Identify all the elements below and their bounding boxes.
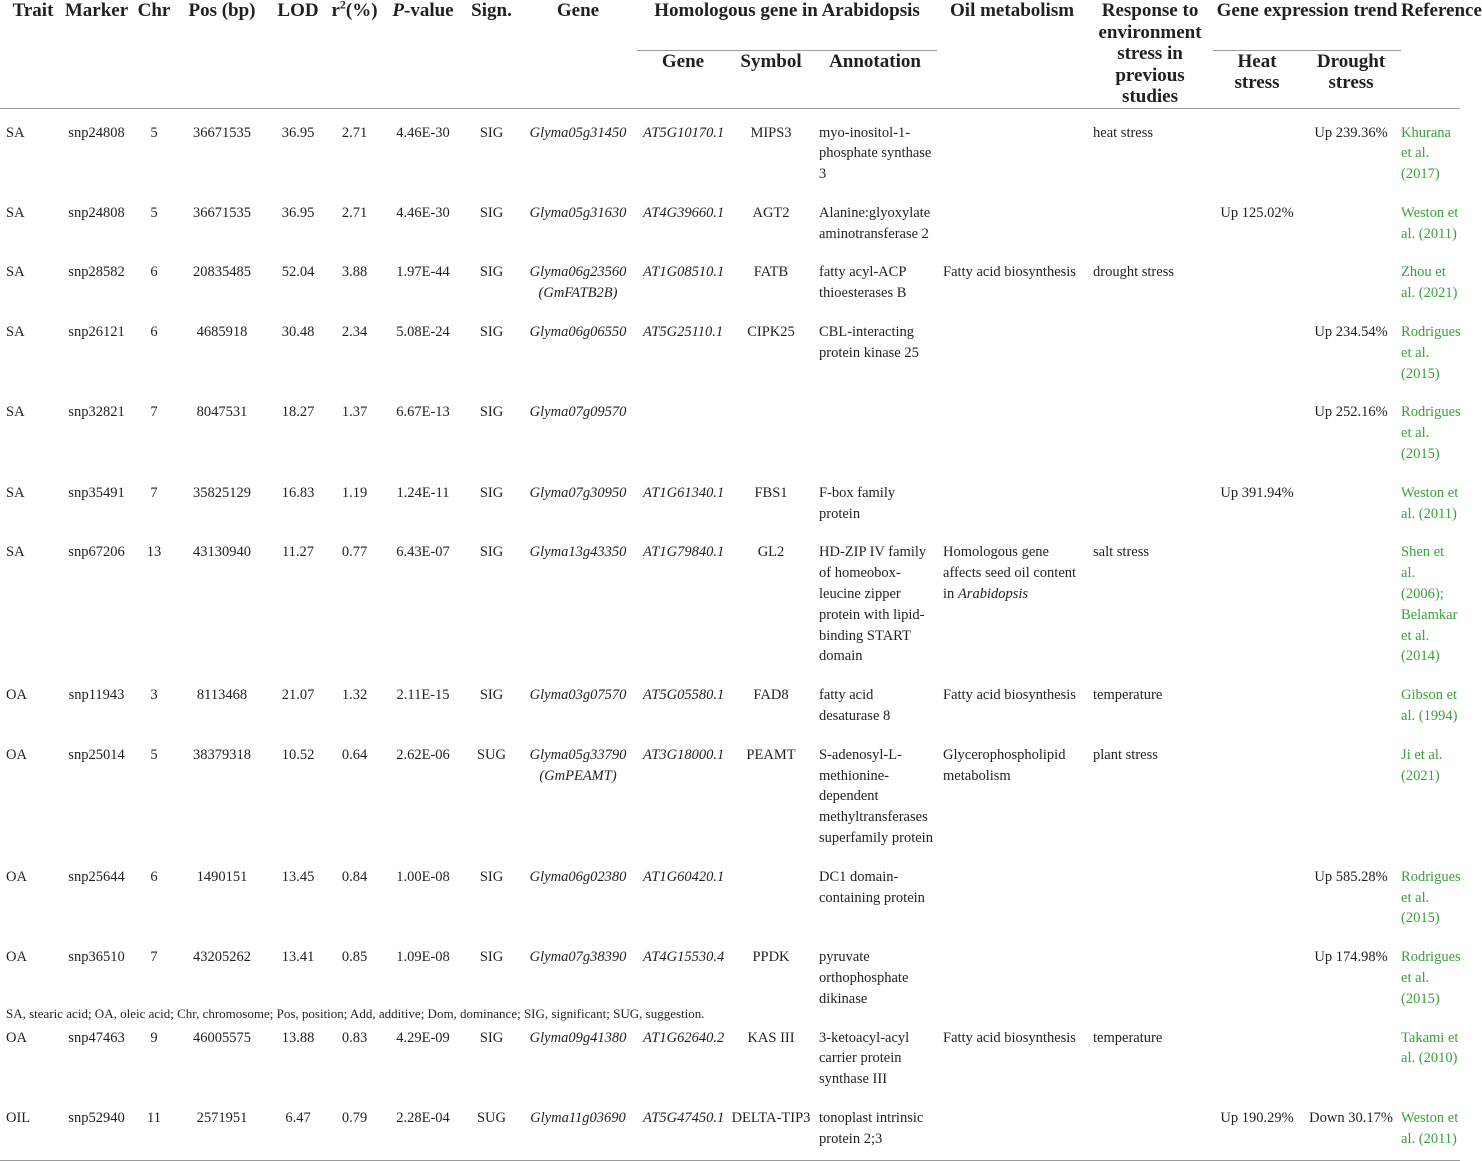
cell-lod: 10.52 [281,746,315,763]
cell-oil [937,389,1087,469]
cell-at-gene: AT4G15530.4 [643,949,725,966]
cell-sign: SIG [479,949,504,966]
cell-trait: SA [6,124,25,141]
header-expression-group: Gene expression trend [1213,0,1401,50]
cell-reference[interactable]: Gibson et al. (1994) [1401,687,1458,725]
cell-at-gene [637,389,729,469]
cell-reference[interactable]: Rodrigues et al. (2015) [1401,404,1461,463]
cell-gene: Glyma07g09570 [529,404,627,421]
cell-response [1087,1095,1213,1160]
cell-sign: SUG [476,746,506,763]
cell-annotation: fatty acid desaturase 8 [819,687,891,725]
cell-pvalue: 2.11E-15 [396,687,450,704]
header-reference: Reference [1401,0,1460,108]
cell-response: drought stress [1093,264,1174,281]
cell-annotation: Alanine:glyoxylate aminotransferase 2 [819,204,931,242]
cell-sign: SIG [479,687,504,704]
cell-pvalue: 6.43E-07 [396,544,450,561]
cell-at-gene: AT5G10170.1 [643,124,725,141]
cell-oil [937,1095,1087,1160]
cell-r2: 2.34 [341,324,368,341]
header-r2: $r^2(\%)$ [327,0,382,108]
cell-drought [1301,529,1401,672]
cell-marker: snp35491 [68,484,125,501]
cell-r2: 0.79 [327,1095,382,1160]
cell-oil [937,309,1087,389]
cell-marker: snp26121 [68,324,125,341]
cell-response [1087,309,1213,389]
cell-pos: 20835485 [193,264,251,281]
table-row [0,389,1460,469]
cell-heat: Up 391.94% [1220,484,1294,501]
cell-heat [1213,529,1301,672]
cell-pos: 43130940 [193,544,251,561]
cell-pvalue: 1.00E-08 [396,868,450,885]
cell-pos: 43205262 [193,949,251,966]
cell-symbol: AGT2 [752,204,790,221]
cell-oil [937,190,1087,250]
cell-oil: Glycerophospholipid metabolism [943,746,1066,784]
cell-r2: 2.71 [341,204,368,221]
cell-annotation [813,389,937,469]
cell-pvalue: 4.29E-09 [396,1029,450,1046]
table-row [0,732,1460,854]
cell-pos: 8047531 [196,404,248,421]
cell-sign: SIG [479,204,504,221]
cell-marker: snp24808 [68,204,125,221]
cell-drought [1301,1015,1401,1095]
table-row [0,672,1460,732]
cell-trait: OA [6,868,27,885]
cell-marker: snp67206 [68,544,125,561]
cell-trait: OA [6,746,27,763]
header-chr: Chr [133,0,175,108]
cell-annotation: 3-ketoacyl-acyl carrier protein synthase III [819,1029,910,1088]
cell-sign: SIG [479,324,504,341]
cell-reference[interactable]: Shen et al. (2006); Belamkar et al. (2014) [1401,544,1458,665]
cell-lod: 18.27 [281,404,315,421]
cell-symbol: FAD8 [753,687,789,704]
cell-drought: Up 239.36% [1314,124,1388,141]
cell-heat [1213,389,1301,469]
cell-marker: snp24808 [68,124,125,141]
cell-symbol: GL2 [757,544,785,561]
cell-trait: SA [6,484,25,501]
cell-lod: 36.95 [281,124,315,141]
header-drought: Drought stress [1301,50,1401,108]
cell-at-gene: AT5G25110.1 [643,324,724,341]
table-row [0,249,1460,309]
cell-gene: Glyma06g06550 [529,324,627,341]
cell-gene: Glyma03g07570 [529,687,627,704]
cell-oil [937,108,1087,190]
cell-pvalue: 2.62E-06 [396,746,450,763]
cell-r2: 0.64 [341,746,368,763]
cell-heat: Up 125.02% [1220,204,1294,221]
cell-symbol: KAS III [747,1029,795,1046]
cell-symbol: CIPK25 [747,324,795,341]
cell-gene: Glyma06g02380 [529,868,627,885]
cell-drought: Up 174.98% [1314,949,1388,966]
header-lod: LOD [269,0,327,108]
cell-sign: SIG [479,484,504,501]
cell-at-gene: AT1G61340.1 [643,484,725,501]
cell-reference[interactable]: Weston et al. (2011) [1401,484,1459,522]
cell-at-gene: AT5G47450.1 [637,1095,729,1160]
cell-pos: 4685918 [196,324,248,341]
cell-at-gene: AT5G05580.1 [643,687,725,704]
cell-at-gene: AT3G18000.1 [643,746,725,763]
cell-reference[interactable]: Takami et al. (2010) [1401,1029,1459,1067]
cell-heat: Up 190.29% [1213,1095,1301,1160]
cell-chr: 5 [150,124,158,141]
cell-marker: snp52940 [60,1095,133,1160]
cell-response: heat stress [1093,124,1154,141]
cell-response [1087,389,1213,469]
cell-drought: Down 30.17% [1301,1095,1401,1160]
cell-chr: 3 [150,687,158,704]
header-marker: Marker [60,0,133,108]
cell-trait: SA [6,324,25,341]
cell-drought [1301,249,1401,309]
cell-gene: Glyma06g23560 (GmFATB2B) [529,264,627,302]
cell-pos: 36671535 [193,124,251,141]
cell-lod: 30.48 [281,324,315,341]
cell-drought: Up 585.28% [1314,868,1388,885]
cell-oil: Fatty acid biosynthesis [943,264,1076,281]
cell-pvalue: 2.28E-04 [382,1095,464,1160]
table-row [0,309,1460,389]
cell-chr: 7 [150,404,158,421]
cell-drought [1301,732,1401,854]
cell-at-gene: AT4G39660.1 [643,204,725,221]
cell-annotation: S-adenosyl-L-methionine-dependent methyltransferases superfamily protein [819,746,933,847]
cell-response [1087,470,1213,530]
cell-pos: 1490151 [196,868,248,885]
cell-chr: 11 [133,1095,175,1160]
cell-annotation: CBL-interacting protein kinase 25 [819,324,919,361]
header-trait: Trait [0,0,60,108]
cell-lod: 16.83 [281,484,315,501]
cell-sign: SIG [479,544,504,561]
cell-oil [937,854,1087,934]
cell-lod: 52.04 [281,264,315,281]
cell-symbol: FBS1 [754,484,788,501]
cell-lod: 36.95 [281,204,315,221]
table-row [0,529,1460,672]
cell-trait: OA [6,949,27,966]
header-pvalue: P-value [382,0,464,108]
cell-annotation: F-box family protein [819,484,896,522]
cell-drought [1301,190,1401,250]
cell-symbol [729,389,813,469]
cell-trait: OIL [0,1095,60,1160]
cell-marker: snp25014 [68,746,125,763]
cell-chr: 9 [150,1029,158,1046]
cell-annotation: tonoplast intrinsic protein 2;3 [813,1095,937,1160]
cell-trait: OA [6,1029,27,1046]
header-heat: Heat stress [1213,50,1301,108]
cell-heat [1213,1015,1301,1095]
cell-gene: Glyma05g31630 [529,204,627,221]
cell-pvalue: 1.24E-11 [396,484,450,501]
cell-sign: SIG [479,868,504,885]
cell-r2: 3.88 [341,264,368,281]
cell-response: salt stress [1093,544,1150,561]
cell-chr: 5 [150,746,158,763]
cell-response: temperature [1093,1029,1163,1046]
cell-pvalue: 4.46E-30 [396,124,450,141]
cell-marker: snp28582 [68,264,125,281]
cell-at-gene: AT1G62640.2 [643,1029,725,1046]
cell-lod: 13.45 [281,868,315,885]
cell-lod: 13.88 [281,1029,315,1046]
cell-r2: 1.32 [341,687,368,704]
table-row [0,1095,1460,1160]
cell-pos: 8113468 [196,687,248,704]
header-homolog-gene: Gene [637,50,729,108]
cell-lod: 6.47 [269,1095,327,1160]
cell-annotation: myo-inositol-1-phosphate synthase 3 [819,124,932,183]
cell-at-gene: AT1G60420.1 [643,868,725,885]
cell-gene: Glyma07g38390 [529,949,627,966]
cell-sign: SIG [479,264,504,281]
header-homolog-symbol: Symbol [729,50,813,108]
cell-reference[interactable]: Rodrigues et al. (2015) [1401,324,1461,382]
cell-oil: Fatty acid biosynthesis [943,687,1076,704]
cell-trait: SA [6,264,25,281]
cell-heat [1213,854,1301,934]
cell-r2: 0.85 [341,949,368,966]
cell-response [1087,854,1213,934]
cell-reference[interactable]: Khurana et al. (2017) [1401,124,1451,183]
cell-r2: 0.77 [341,544,368,561]
cell-drought: Up 252.16% [1314,404,1388,421]
cell-at-gene: AT1G08510.1 [643,264,725,281]
header-gene: Gene [519,0,637,108]
cell-lod: 13.41 [281,949,315,966]
cell-at-gene: AT1G79840.1 [643,544,725,561]
cell-heat [1213,108,1301,190]
table-row [0,108,1460,190]
cell-sign: SIG [479,1029,504,1046]
table-row [0,1015,1460,1095]
cell-marker: snp25644 [68,868,125,885]
cell-gene: Glyma09g41380 [529,1029,627,1046]
cell-r2: 0.83 [341,1029,368,1046]
cell-response [1087,934,1213,1014]
cell-drought [1301,672,1401,732]
cell-annotation: HD-ZIP IV family of homeobox-leucine zipper protein with lipid-binding START domain [819,544,927,665]
table-row [0,854,1460,934]
cell-heat [1213,309,1301,389]
cell-trait: OA [6,687,27,704]
cell-chr: 6 [150,868,158,885]
cell-pvalue: 4.46E-30 [396,204,450,221]
cell-gene: Glyma05g33790 (GmPEAMT) [529,746,627,784]
cell-heat [1213,732,1301,854]
cell-chr: 7 [150,949,158,966]
cell-sign: SIG [479,404,504,421]
cell-reference[interactable]: Weston et al. (2011) [1401,1095,1460,1160]
cell-lod: 11.27 [281,544,315,561]
cell-symbol: FATB [753,264,789,281]
cell-reference[interactable]: Ji et al. (2021) [1401,746,1443,784]
cell-reference[interactable]: Rodrigues et al. (2015) [1401,868,1461,927]
cell-lod: 21.07 [281,687,315,704]
cell-trait: SA [6,404,25,421]
cell-chr: 13 [146,544,162,561]
cell-reference[interactable]: Zhou et al. (2021) [1401,264,1458,302]
cell-pvalue: 5.08E-24 [396,324,450,341]
cell-trait: SA [6,204,25,221]
cell-chr: 5 [150,204,158,221]
header-response: Response to environment stress in previous studies [1087,0,1213,108]
cell-r2: 0.84 [341,868,368,885]
cell-response [1087,190,1213,250]
cell-marker: snp11943 [68,687,125,704]
cell-symbol: PPDK [752,949,790,966]
cell-marker: snp32821 [68,404,125,421]
cell-pos: 35825129 [193,484,251,501]
cell-oil [937,470,1087,530]
cell-oil [937,934,1087,1014]
cell-pos: 46005575 [193,1029,251,1046]
cell-pos: 38379318 [193,746,251,763]
cell-gene: Glyma05g31450 [529,124,627,141]
cell-pvalue: 1.97E-44 [396,264,450,281]
cell-reference[interactable]: Weston et al. (2011) [1401,204,1459,242]
cell-annotation: pyruvate orthophosphate dikinase [819,949,909,1007]
cell-r2: 1.37 [341,404,368,421]
cell-pos: 2571951 [175,1095,269,1160]
cell-symbol [729,854,813,934]
cell-heat [1213,249,1301,309]
cell-chr: 6 [150,264,158,281]
cell-marker: snp47463 [68,1029,125,1046]
cell-chr: 7 [150,484,158,501]
cell-trait: SA [6,544,25,561]
header-homolog-group: Homologous gene in Arabidopsis [637,0,937,50]
cell-response: plant stress [1093,746,1158,763]
table-row [0,470,1460,530]
cell-marker: snp36510 [68,949,125,966]
cell-gene: Glyma07g30950 [529,484,627,501]
header-sign: Sign. [464,0,519,108]
cell-response: temperature [1093,687,1163,704]
cell-r2: 2.71 [341,124,368,141]
cell-oil: Fatty acid biosynthesis [943,1029,1076,1046]
table-row [0,934,1460,1014]
header-oil: Oil metabolism [937,0,1087,108]
cell-oil: Homologous gene affects seed oil content in Arabidopsis [943,544,1077,603]
header-pos: Pos (bp) [175,0,269,108]
cell-chr: 6 [150,324,158,341]
cell-annotation: DC1 domain-containing protein [819,868,925,906]
cell-drought: Up 234.54% [1314,324,1388,341]
cell-drought [1301,470,1401,530]
cell-sign: SUG [464,1095,519,1160]
cell-r2: 1.19 [341,484,368,501]
cell-pvalue: 6.67E-13 [396,404,450,421]
cell-annotation: fatty acyl-ACP thioesterases B [819,264,907,302]
cell-heat [1213,934,1301,1014]
cell-pvalue: 1.09E-08 [396,949,450,966]
table-footnote: SA, stearic acid; OA, oleic acid; Chr, chromosome; Pos, position; Add, additive; Dom, dominance; SIG, significant; SUG, suggestion. [6,1006,705,1021]
cell-symbol: DELTA-TIP3 [729,1095,813,1160]
cell-reference[interactable]: Rodrigues et al. (2015) [1401,949,1461,1007]
table-row [0,190,1460,250]
cell-pos: 36671535 [193,204,251,221]
cell-sign: SIG [479,124,504,141]
cell-symbol: PEAMT [746,746,796,763]
cell-gene: Glyma11g03690 [519,1095,637,1160]
header-homolog-annotation: Annotation [813,50,937,108]
cell-gene: Glyma13g43350 [529,544,627,561]
cell-heat [1213,672,1301,732]
cell-symbol: MIPS3 [750,124,792,141]
